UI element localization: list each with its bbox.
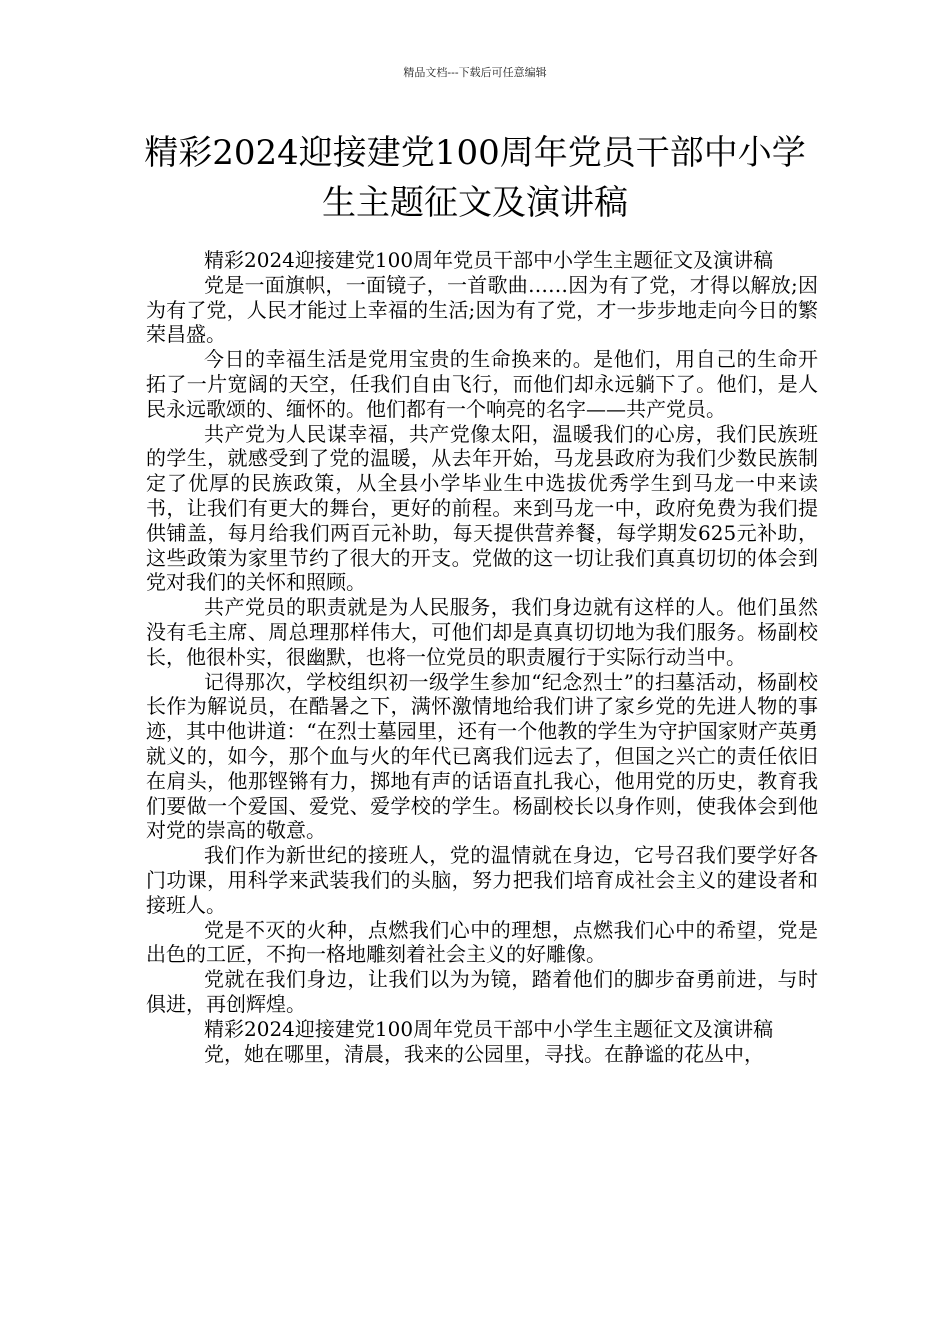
document-title: 精彩2024迎接建党100周年党员干部中小学生主题征文及演讲稿 — [144, 133, 806, 223]
paragraph-eternal-flame: 党是不灭的火种，点燃我们心中的理想，点燃我们心中的希望，党是出色的工匠，不拘一格地雕刻着社会主义的好雕像。 — [146, 917, 818, 967]
document-body — [146, 248, 818, 1066]
paragraph-party-member-duty: 共产党员的职责就是为人民服务，我们身边就有这样的人。他们虽然没有毛主席、周总理那样伟大，可他们却是真真切切地为我们服务。杨副校长，他很朴实，很幽默，也将一位党员的职责履行于实际行动当中。 — [146, 595, 818, 669]
paragraph-party-banner: 党是一面旗帜，一面镜子，一首歌曲……因为有了党，才得以解放;因为有了党，人民才能过上幸福的生活;因为有了党，才一步步地走向今日的繁荣昌盛。 — [146, 272, 818, 347]
paragraph-memorial-activity: 记得那次，学校组织初一级学生参加“纪念烈士”的扫墓活动，杨副校长作为解说员，在酷暑之下，满怀激情地给我们讲了家乡党的先进人物的事迹，其中他讲道：“在烈士墓园里，还有一个他教的学生为守护国家财产英勇就义的，如今，那个血与火的年代已离我们远去了，但国之兴亡的责任依旧在肩头，他那铿锵有力，掷地有声的话语直扎我心，他用党的历史，教育我们要做一个爱国、爱党、爱学校的学生。杨副校长以身作则，使我体会到他对党的崇高的敬意。 — [146, 669, 818, 843]
paragraph-new-century: 我们作为新世纪的接班人，党的温情就在身边，它号召我们要学好各门功课，用科学来武装我们的头脑，努力把我们培育成社会主义的建设者和接班人。 — [146, 843, 818, 917]
paragraph-happy-life: 今日的幸福生活是党用宝贵的生命换来的。是他们，用自己的生命开拓了一片宽阔的天空，任我们自由飞行，而他们却永远躺下了。他们，是人民永远歌颂的、缅怀的。他们都有一个响亮的名字——共产党员。 — [146, 347, 818, 421]
paragraph-ethnic-class: 共产党为人民谋幸福，共产党像太阳，温暖我们的心房，我们民族班的学生，就感受到了党的温暖，从去年开始，马龙县政府为我们少数民族制定了优厚的民族政策，从全县小学毕业生中选拔优秀学生到马龙一中来读书，让我们有更大的舞台，更好的前程。来到马龙一中，政府免费为我们提供铺盖，每月给我们两百元补助，每天提供营养餐，每学期发625元补助，这些政策为家里节约了很大的开支。党做的这一切让我们真真切切的体会到党对我们的关怀和照顾。 — [146, 421, 818, 595]
paragraph-morning-park: 党，她在哪里，清晨，我来的公园里，寻找。在静谧的花丛中， — [204, 1041, 764, 1066]
paragraph-title-repeat-second: 精彩2024迎接建党100周年党员干部中小学生主题征文及演讲稿 — [204, 1016, 774, 1041]
running-header: 精品文档---下载后可任意编辑 — [403, 66, 547, 79]
paragraph-forward: 党就在我们身边，让我们以为为镜，踏着他们的脚步奋勇前进，与时俱进，再创辉煌。 — [146, 967, 818, 1016]
paragraph-title-repeat: 精彩2024迎接建党100周年党员干部中小学生主题征文及演讲稿 — [204, 248, 774, 272]
